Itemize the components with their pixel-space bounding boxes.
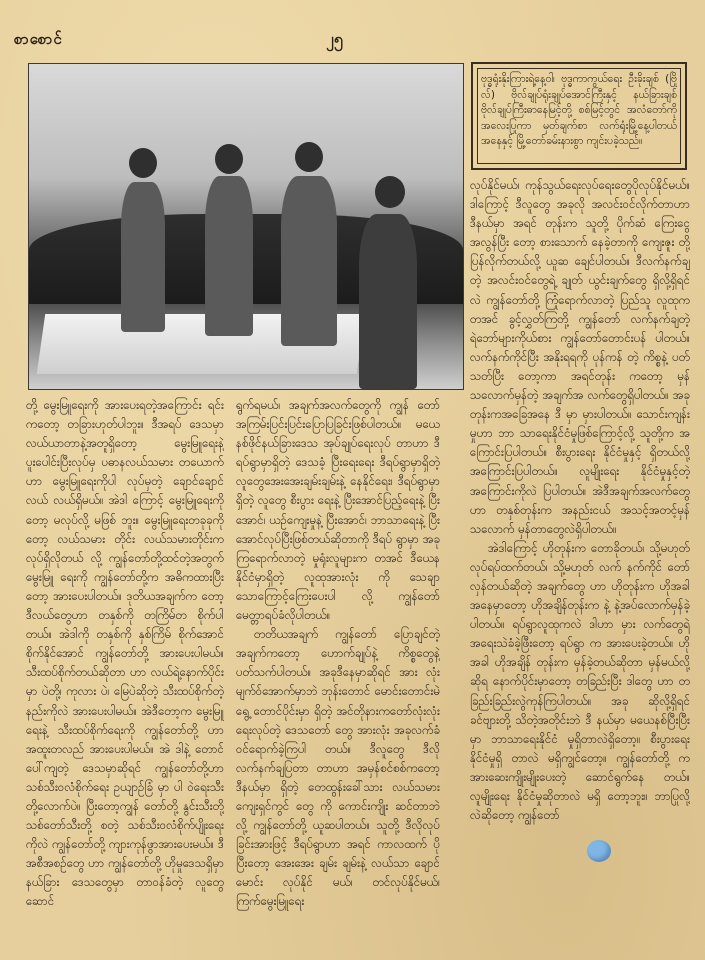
photo-figure <box>359 214 417 389</box>
paragraph: လုပ်နိုင်မယ်၊ ကုန်သွယ်ရေးလုပ်ရေးတွေပိုလုပ်နိုင်မယ်။ ဒါကြောင့် ဒီလူတွေ အခုလို အလင်းဝင်လိုက်တာဟာ ဒီနယ်မှာ အရင် တုန်းက သူတို့ ပိုက်ဆံ ကြေးငွေ အလွန်ပြီး တော့ စားသောက် နေခဲ့တာကို ကျေးဇူး တို့ပြန်လိုက်တယ်လို့ ယူဆ ချေင်ပါတယ်။ ဒီလက်နက်ချတဲ့ အလင်းဝင်တွေရဲ့ ချုတ် ယွင်းချက်တွေ ရှိလို့ရှိရင်လဲ ကျွန်တော်တို့ ကြုံရောက်လာတဲ့ ပြည်သူ လူထုက တအင် ခွင့်လွှတ်ကြတို့ ကျွန်တော် လက်နက်ချတဲ့ ရဲဘော်များကိုယ်စား ကျွန်တော်တောင်းပန် ပါတယ်။ လက်နက်ကိုင်ပြီး အနိုးရရကို ပုန်ကန် တဲ့ ကိစ္စနဲ့ ပတ်သတ်ပြီး တော့ကာ အရင်တုန်း ကတော့ မှန်သလောက်မှန်တဲ့ အချက်အ လက်တွေရှိပါတယ်။ အခုတုန်းကအခြေအနေ ဒီ မှာ မှားပါတယ်။ သောင်းကျန်းမှုဟာ ဘာ သာရေးနိုင်ငံမှုဖြစ်ကြောင့်လို့ သူတို့က အ ကြောင်းပြပါတယ်။ စီးပွားရေး နိုင်ငံမှုနှင့် ရှိတယ်လို့အကြောင်းပြပါတယ်။ လူမျိုးရေး နိုင်ငံမှုနှင့်တဲ့အကြောင်းကိုလဲ ပြပါတယ်။ အဲဒီအချက်အလက်တွေဟာ တနှစ်တုန်းက အနည်းငယ် အသင့်အတင့်မှန်သလောက် မှန်တာတွေလဲရှိပါတယ်။ <box>470 178 690 536</box>
photo-figure-head <box>295 142 323 172</box>
photo-figure <box>205 176 253 336</box>
photo-figure-head <box>375 176 405 208</box>
column-middle <box>236 396 440 956</box>
column-left <box>26 396 224 956</box>
photo-figure-head <box>129 148 157 178</box>
magazine-title: စာစောင် <box>14 30 63 48</box>
paragraph: တို့ မွေးမြူရေးကို အားပေးရတဲ့အကြောင်း ရင်းကတော့ တခြားဟုတ်ပါဘူး။ ဒီအရပ် ဒေသမှာ လယ်ယာတာနဲ့အတူရှိတော့ မွေးမြူရေးနဲ့ ပူးပေါင်းပြီးလုပ်မှ ပဓာနလယ်သမား တယောက်ဟာ မွေးမြူရေးကိုပါ လုပ်မှတဲ့ ချောင်ချောင် လယ် လယ်ရှိမယ်။ အဲဒါ ကြောင့် မွေးမြူရေးကိုတော့ မလုပ်လို့ မဖြစ် ဘူး။ မွေးမြူရေးတခုခုကိုတော့ လယ်သမား တိုင်း လယ်သမားတိုင်းက လုပ်ရှိလိုတယ် လို့ ကျွန်တော်တို့ထင်တဲ့အတွက် မွေးမြူ ရေးကို ကျွန်တော်တို့က အဓိကထားပြီး တော့ အားပေးပါတယ်။ ဒုတိယအချက်က တော့ ဒီလယ်တွေဟာ တနှစ်ကို တကြိမ်တ စိုက်ပါတယ်။ အဲဒါကို တနှစ်ကို နှစ်ကြိမ် စိုက်အောင် စိုက်နိုင်အောင် ကျွန်တော်တို့ အားပေးပါမယ်။ သီးထပ်စိုက်တယ်ဆိုတာ ဟာ လယ်ရဲ့နောက်ပိုင်းမှာ ပဲတို့၊ ကုလား ပဲ၊ မြေပဲဆိုတဲ့ သီးထပ်စိုက်တဲ့ နည်းကိုလဲ အားပေးပါမယ်။ အဲဒီတော့က မွေးမြူ ရေးနဲ့ သီးထပ်စိုက်ရေးကို ကျွန်တော်တို့ ဟာ အထူးတလည် အားပေးပါမယ်။ အဲ ဒါနဲ့ တောင်ပေါ်ကျတဲ့ ဒေသမှာဆိုရင် ကျွန်တော်တို့ဟာ သစ်သီးဝလံစိုက်ရေး ဥယျာဉ်ခြံ မှာ ပါ ဝဲရေးသီးတို့လောက်ပဲ။ ပြီးတော့ကျွန် တော်တို့ နွင်းသီးတို့ သစ်တော်သီးတို့ စတဲ့ သစ်သီးဝလံစိုက်ပျိုးရေးကိုလဲ ကျွန်တော်တို့ ကျားကုန်ဖွာအားပေးမယ်။ ဒီအစီအစဉ်တွေ ဟာ ကျွန်တော်တို့ ဟိုမှုဒေသရှိမှာ နယ်ခြား ဒေသတွေမှာ တာဝန်ခံတဲ့ လူတွေဆောင် <box>26 398 224 909</box>
paragraph: ရွက်ရမယ်၊ အချက်အလက်တွေကို ကျွန် တော် အကြမ်းပြင်းပြင်းပြောပြခြင်းဖြစ်ပါတယ်။ မယေနစ်ဖိုင်နယ်ခြားဒေသ အုပ်ချုပ်ရေးလုပ် တာဟာ ဒီရပ်ရွာမှာရှိတဲ့ ဒေသခံ့ ပြီးရေးရေး ဒီရပ်ရွာမှာရှိတဲ့လူတွေအေးအေးချမ်းချမ်းနဲ့ နေနိုင်ရေး၊ ဒီရပ်ရွာမှာရှိတဲ့ လူတွေ စီးပွား ရေးနဲ့ ပြီးအောင်ပြည့်ရေးနဲ့ ပြီးအောင်၊ ယဉ်ကျေးမှုနဲ့ ပြီးအောင်၊ ဘာသာရေးနဲ့ ပြီးအောင်လုပ်ပြီးဖြစ်တယ်ဆိုတာကို ဒီရပ် ရွာမှာ အခုကြရောက်လာတဲ့ မှုရုံးလူများက တအင် ဒီယေနနိုင်ငံမှာရှိတဲ့ လူထုအားလုံး ကို သေချာသောကြောင့်ကြေးပေးပါ လို့ ကျွန်တော် မေတ္တာရပ်ခံလိုပါတယ်။ <box>236 398 440 623</box>
photo-caption: ဗုဒ္ဓရုံးနိုးကြားရဲ့နေ့ဝါ၊ ဗုဒ္ဓကာကွယ်ရေး ဦးခိုးချစ် (ဗြိုလ်) ဗိုလ်ချုပ်ရုံးချုပ်အောင်ကြီးနှင့် နယ်ခြားချစ် ဗိုလ်ချုပ်ကြီးဓာနေမြင့်တို့ စစ်မြင့်တွင် အလံတော်ကို အလေးပြုကာ မှတ်ချက်စာ လက်ရုံးမြို့နေ့ပါတယ်အနေနှင့် မြို့တော်ခမ်းနားစွာ ကျင်းပခဲ့သည်။ <box>481 73 677 147</box>
column-right <box>470 176 690 956</box>
photo-salute-ceremony <box>28 63 464 390</box>
page-number: ၂၅ <box>326 29 343 48</box>
paragraph: တတိယအချက် ကျွန်တော် ပြောချင်တဲ့ အချက်ကတော့ ဟောက်ချုပ်နဲ့ ကိစ္စတွေနဲ့ ပတ်သက်ပါတယ်။ အခုဒီနေမှာဆိုရင် အား လုံး မျက်ဝ်အောက်မှာဘဲ ဘုန်းတောင် မောင်းတောင်းမဲရွေ့ တောင်ပိုင်းမှာ ရှိတဲ့ အင်တိုနားကတော်လုံးလုံးရေးလုပ်တဲ့ ဒေသတော် တွေ အားလုံး အခုလက်ခံ ဝင်ရောက်ခဲ့ကြပါ တယ်။ ဒီလူတွေ ဒီလို လက်နက်ချပြတာ တာဟာ အမှန်စင်စစ်ကတော့ ဒီနယ်မှာ ရှိတဲ့ တေထွန်းခေါ်သား လယ်သမား ကျေးရှင်ကွင် တွေ ကို ကောင်းကျိုး ဆင်တာဘဲ လို့ ကျွန်တော်တို့ ယူဆပါတယ်။ သူတို့ ဒီလိုလုပ်ခြင်းအားဖြင့် ဒီရပ်ရွာဟာ အရင် ကာလထက် ပိုပြီးတော့ အေးအေး ချမ်း ချမ်းနဲ့ လယ်သာ ချောင်မောင်း လုပ်နိုင် မယ်၊ တင်လုပ်နိုင်မယ်၊ ကြက်မွေးမြူရေး <box>236 627 440 909</box>
blue-stain-mark <box>587 840 611 862</box>
photo-caption-box <box>471 62 687 170</box>
photo-figure-head <box>215 144 243 174</box>
photo-figure <box>121 182 165 332</box>
photo-figure <box>281 176 337 346</box>
paragraph: အဲဒါကြောင့် ဟိုတုန်းက တောခိုတယ်၊ သို့မဟုတ် လုပ်ရပ်ထက်တယ်၊ သို့မဟုတ် လက် နက်ကိုင် တော်လှန်တယ်ဆိုတဲ့ အချက်တွေ ဟာ ဟိုတုန်းက ဟိုအခါ အနေမှာတော့ ဟိုအချိန်တုန်းက နဲ့ နဲ့အပ်လောက်မှန်ခဲ့ ပါတယ်။ ရပ်ရွာလူထုကလဲ ဒါဟာ မှား လက်တွေရဲ့ အရေးသဲခံခဲ့ဖြီးတော့ ရပ်ရွာ က အားပေးခဲ့တယ်။ ဟိုအခါ ဟိုအချိန် တုန်းက မှန်ခဲ့တယ်ဆိုတာ မှန်မယ်လို့ ဆိုရ နောက်ပိုင်းမှာတော့ တခြည်းပြီး ဒါတွေ ဟာ တခြည်းခြည်းလွဲကုန်ကြပါတယ်။ အခု ဆိုလို့ရှိရင် ခင်ဗျားတို့ သိတဲ့အတိုင်းဘဲ ဒီ နယ်မှာ မယေနစ်ပြီးပြီးမှာ ဘာသာရေးနိုင်ငံ မှုရှိတာလဲရှိတော့။ စီးပွားရေးနိုင်ငံမှုရှိ တာလဲ မရှိကျွင်တော့။ ကျွန်တော်တို့ က အားဆေးကျိုးမျိုးပေးတဲ့ ဆောင်ရွက်နေ တယ်။ လူမျိုးရေး နိုင်ငံမှုဆိုတာလဲ မရှိ တော့ဘူး။ ဘာပြုလို့လဲဆိုတော့ ကျွန်တော် <box>470 540 690 823</box>
